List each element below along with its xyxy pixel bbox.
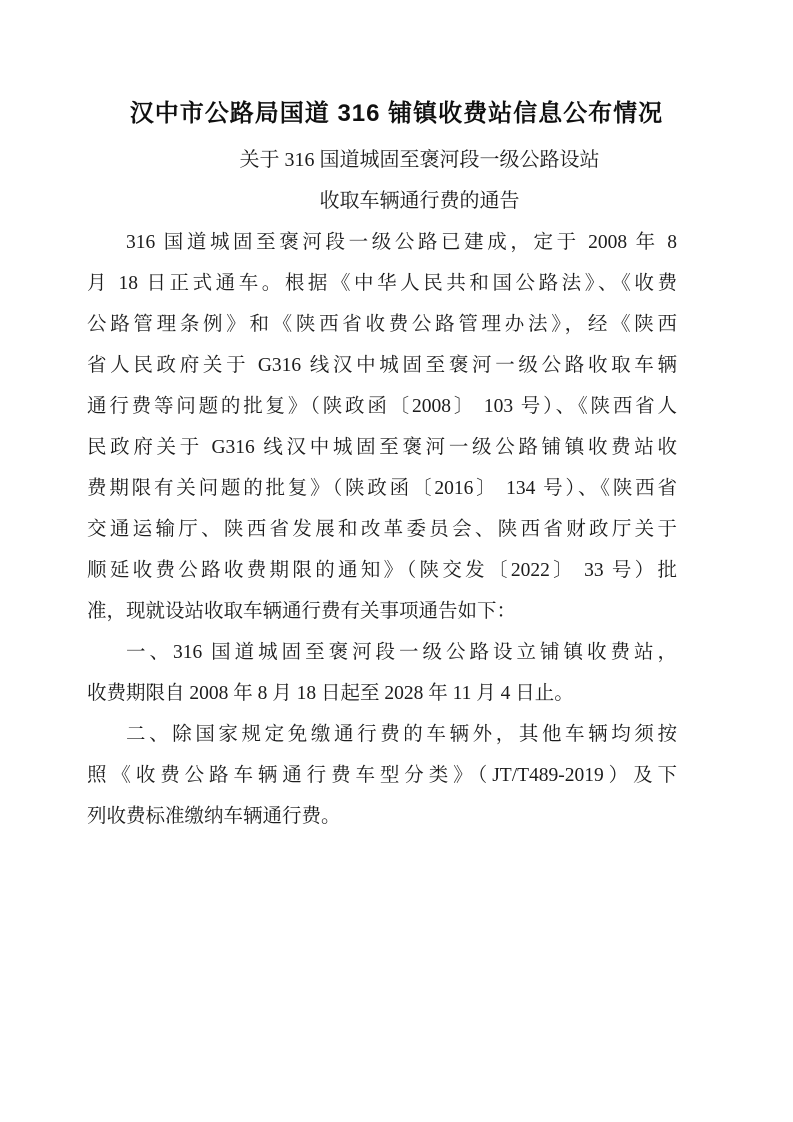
body-text-line: 一、316 国道城固至褒河段一级公路设立铺镇收费站，: [126, 642, 677, 663]
body-text-line: 316 国道城固至褒河段一级公路已建成，定于 2008 年 8: [126, 232, 677, 253]
body-text-line: 交通运输厅、陕西省发展和改革委员会、陕西省财政厅关于: [87, 519, 677, 540]
body-text-line: 通行费等问题的批复》（陕政函〔2008〕 103 号）、《陕西省人: [87, 396, 677, 417]
body-text-line: 民政府关于 G316 线汉中城固至褒河一级公路铺镇收费站收: [87, 437, 677, 458]
body-text-line: 月 18 日正式通车。根据《中华人民共和国公路法》、《收费: [87, 273, 677, 294]
body-text-line: 费期限有关问题的批复》（陕政函〔2016〕 134 号）、《陕西省: [87, 478, 677, 499]
body-text-line: 顺延收费公路收费期限的通知》（陕交发〔2022〕 33 号）批: [87, 560, 677, 581]
body-text-line: 二、除国家规定免缴通行费的车辆外，其他车辆均须按: [126, 724, 677, 745]
document-subtitle-line1: 关于 316 国道城固至褒河段一级公路设站: [239, 149, 600, 171]
document-title: 汉中市公路局国道 316 铺镇收费站信息公布情况: [129, 100, 664, 127]
document-subtitle-line2: 收取车辆通行费的通告: [319, 190, 520, 212]
body-text-line: 列收费标准缴纳车辆通行费。: [87, 806, 341, 827]
body-text-line: 公路管理条例》和《陕西省收费公路管理办法》，经《陕西: [87, 314, 677, 335]
document-body: [87, 222, 677, 837]
body-text-line: 准，现就设站收取车辆通行费有关事项通告如下：: [87, 601, 517, 622]
document-subtitle: [23, 140, 793, 222]
body-text-line: 省人民政府关于 G316 线汉中城固至褒河一级公路收取车辆: [87, 355, 677, 376]
body-text-line: 照《收费公路车辆通行费车型分类》（JT/T489-2019）及下: [87, 765, 677, 786]
body-text-line: 收费期限自 2008 年 8 月 18 日起至 2028 年 11 月 4 日止。: [87, 683, 574, 704]
